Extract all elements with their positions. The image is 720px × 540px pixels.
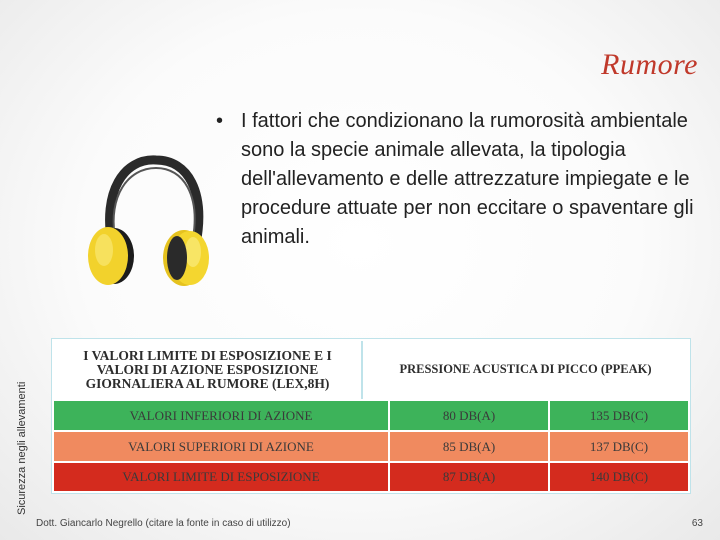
footer-credit: Dott. Giancarlo Negrello (citare la fonte in caso di utilizzo)	[36, 518, 291, 529]
noise-limits-table	[51, 338, 691, 494]
row-lex-lower: 80 DB(A)	[390, 401, 548, 430]
row-ppeak-upper: 137 DB(C)	[550, 432, 688, 461]
bullet-paragraph	[216, 107, 696, 252]
page-number: 63	[691, 518, 703, 529]
slide-title: Rumore	[601, 48, 698, 81]
row-ppeak-lower: 135 DB(C)	[550, 401, 688, 430]
table-header-exposure: I VALORI LIMITE DI ESPOSIZIONE E I VALORI DI AZIONE ESPOSIZIONE GIORNALIERA AL RUMORE (LEX,8H)	[54, 341, 363, 399]
side-label: Sicurezza negli allevamenti	[16, 381, 28, 515]
table-header-peak: PRESSIONE ACUSTICA DI PICCO (PPEAK)	[399, 362, 652, 377]
row-label-limit: VALORI LIMITE DI ESPOSIZIONE	[54, 463, 388, 491]
row-label-lower: VALORI INFERIORI DI AZIONE	[54, 401, 388, 430]
row-lex-limit: 87 DB(A)	[390, 463, 548, 491]
row-ppeak-limit: 140 DB(C)	[550, 463, 688, 491]
bullet-text: I fattori che condizionano la rumorosità ambientale sono la specie animale allevata, la tipologia dell'allevamento e delle attrezzature impiegate e le procedure attuate per non eccitare o spaventare gli animali.	[241, 110, 694, 248]
row-label-upper: VALORI SUPERIORI DI AZIONE	[54, 432, 388, 461]
row-lex-upper: 85 DB(A)	[390, 432, 548, 461]
ear-defenders-icon	[84, 152, 219, 290]
bullet-symbol: •	[216, 110, 224, 132]
